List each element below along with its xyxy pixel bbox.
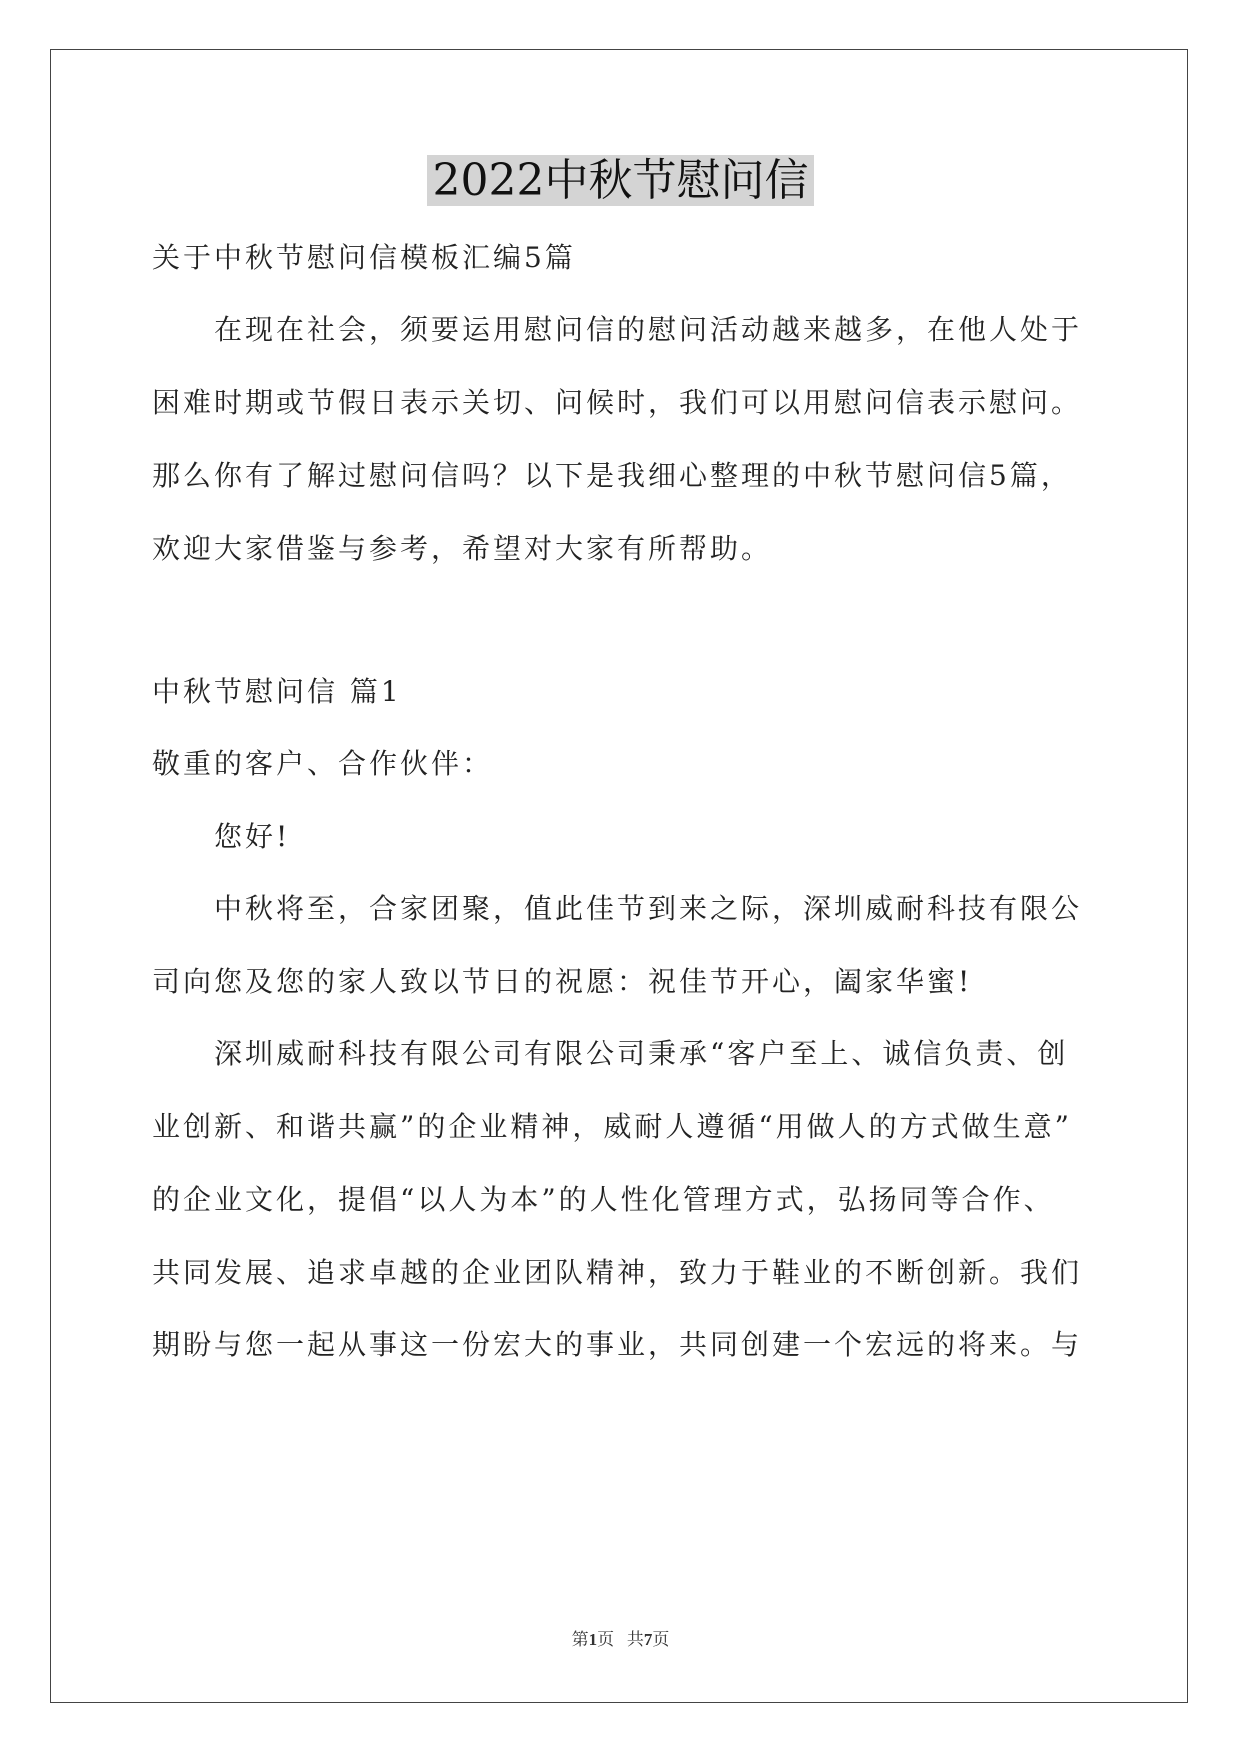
intro-line: 那么你有了解过慰问信吗？以下是我细心整理的中秋节慰问信5篇， (152, 459, 1072, 492)
intro-line: 欢迎大家借鉴与参考，希望对大家有所帮助。 (152, 532, 773, 565)
document-title: 2022中秋节慰问信 (427, 155, 815, 206)
document-subtitle: 关于中秋节慰问信模板汇编5篇 (152, 241, 576, 274)
paragraph-line: 共同发展、追求卓越的企业团队精神，致力于鞋业的不断创新。我们 (152, 1256, 1083, 1289)
total-prefix: 共 (626, 1630, 644, 1649)
total-page-number: 7 (643, 1630, 653, 1649)
page-border (50, 49, 1188, 1703)
paragraph-line: 中秋将至，合家团聚，值此佳节到来之际，深圳威耐科技有限公 (214, 892, 1083, 925)
greeting: 您好! (214, 820, 291, 853)
salutation: 敬重的客户、合作伙伴： (152, 747, 494, 780)
intro-line: 在现在社会，须要运用慰问信的慰问活动越来越多，在他人处于 (214, 313, 1083, 346)
paragraph-line: 深圳威耐科技有限公司有限公司秉承“客户至上、诚信负责、创 (214, 1037, 1069, 1070)
paragraph-line: 业创新、和谐共赢”的企业精神，威耐人遵循“用做人的方式做生意” (152, 1110, 1072, 1143)
section-heading: 中秋节慰问信 篇1 (152, 675, 402, 708)
intro-line: 困难时期或节假日表示关切、问候时，我们可以用慰问信表示慰问。 (152, 386, 1083, 419)
page-footer (0, 1625, 1241, 1650)
page-suffix: 页 (597, 1630, 615, 1649)
document-title-wrap (0, 152, 1241, 210)
paragraph-line: 的企业文化，提倡“以人为本”的人性化管理方式，弘扬同等合作、 (152, 1183, 1055, 1216)
paragraph-line: 期盼与您一起从事这一份宏大的事业，共同创建一个宏远的将来。与 (152, 1328, 1083, 1361)
paragraph-line: 司向您及您的家人致以节日的祝愿：祝佳节开心，阖家华蜜! (152, 965, 973, 998)
current-page-number: 1 (588, 1630, 598, 1649)
page-prefix: 第 (571, 1630, 589, 1649)
total-suffix: 页 (652, 1630, 670, 1649)
